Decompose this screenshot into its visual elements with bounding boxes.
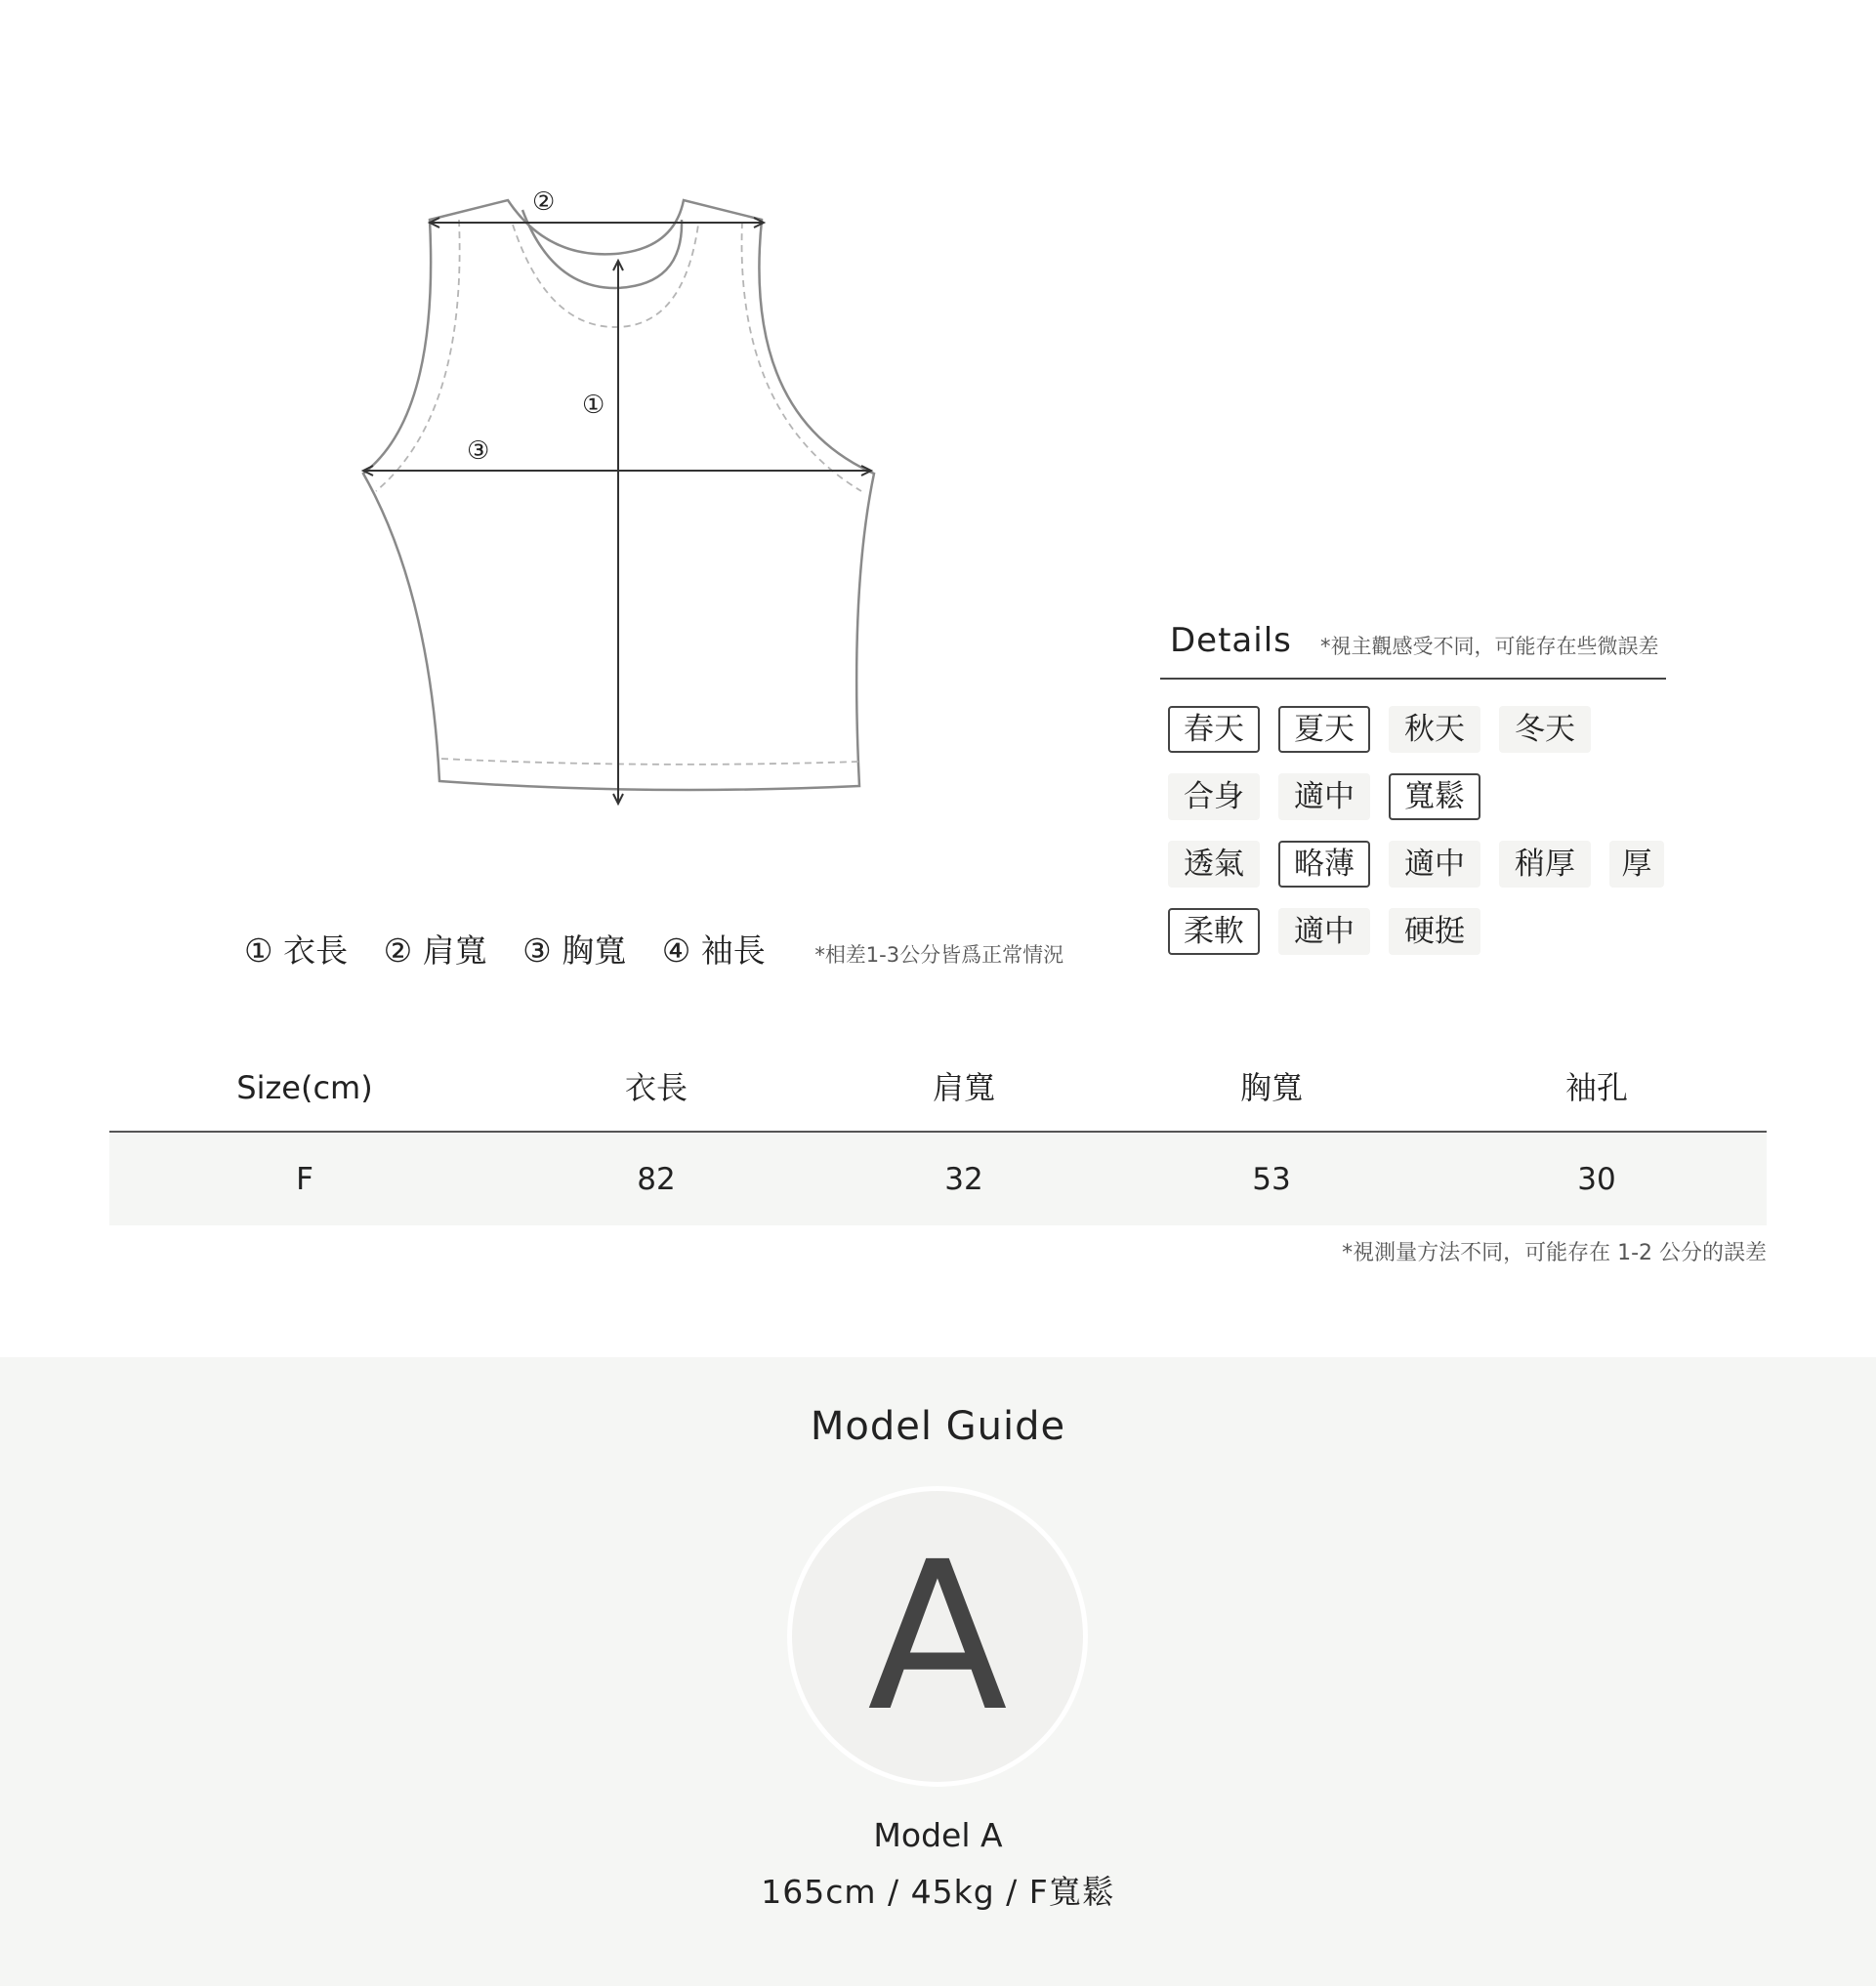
details-note: *視主觀感受不同，可能存在些微誤差 xyxy=(1320,635,1659,658)
legend-sleeve: ④ 袖長 xyxy=(661,931,766,970)
details-header xyxy=(1160,615,1666,680)
legend-shoulder: ② 肩寬 xyxy=(383,931,487,970)
details-panel xyxy=(1160,615,1666,949)
hem-stitch xyxy=(441,759,859,765)
marker-shoulder: ② xyxy=(532,187,556,217)
avatar: A xyxy=(787,1486,1088,1787)
tag-thin: 略薄 xyxy=(1278,841,1370,888)
measurement-legend xyxy=(244,926,1063,972)
tag-thick: 厚 xyxy=(1609,841,1664,888)
legend-note: *相差1-3公分皆爲正常情況 xyxy=(814,943,1064,967)
model-guide-section xyxy=(0,1357,1876,1986)
tag-loose: 寬鬆 xyxy=(1389,773,1480,820)
armhole-stitch-left xyxy=(376,220,460,491)
cell-armhole: 30 xyxy=(1577,1162,1616,1197)
header-size: Size(cm) xyxy=(236,1069,373,1106)
tag-texture-medium: 適中 xyxy=(1278,908,1370,955)
cell-length: 82 xyxy=(637,1162,676,1197)
cell-shoulder: 32 xyxy=(944,1162,983,1197)
tag-breathable: 透氣 xyxy=(1168,841,1260,888)
neckline-stitch xyxy=(513,225,698,327)
header-shoulder: 肩寬 xyxy=(932,1069,995,1106)
header-chest: 胸寬 xyxy=(1239,1069,1303,1106)
header-armhole: 袖孔 xyxy=(1564,1069,1628,1106)
legend-chest: ③ 胸寬 xyxy=(522,931,627,970)
tag-spring: 春天 xyxy=(1168,706,1260,753)
size-table-header xyxy=(109,1027,1767,1133)
header-length: 衣長 xyxy=(624,1069,688,1106)
cell-size: F xyxy=(296,1162,313,1197)
cell-chest: 53 xyxy=(1252,1162,1291,1197)
model-name: Model A xyxy=(873,1816,1003,1854)
tag-autumn: 秋天 xyxy=(1389,706,1480,753)
legend-length: ① 衣長 xyxy=(244,931,349,970)
marker-length: ① xyxy=(582,391,605,420)
details-title: Details xyxy=(1170,621,1292,660)
model-guide-title: Model Guide xyxy=(810,1404,1066,1449)
size-table xyxy=(109,1027,1767,1225)
tag-thickness-medium: 適中 xyxy=(1389,841,1480,888)
model-spec: 165cm / 45kg / F寬鬆 xyxy=(761,1873,1115,1911)
tag-winter: 冬天 xyxy=(1499,706,1591,753)
tag-slightly-thick: 稍厚 xyxy=(1499,841,1591,888)
garment-diagram xyxy=(352,181,898,815)
tag-fit-regular: 適中 xyxy=(1278,773,1370,820)
table-row xyxy=(109,1133,1767,1225)
tag-stiff: 硬挺 xyxy=(1389,908,1480,955)
marker-chest: ③ xyxy=(467,436,490,466)
tag-fitted: 合身 xyxy=(1168,773,1260,820)
table-note: *視測量方法不同，可能存在 1-2 公分的誤差 xyxy=(1342,1241,1767,1265)
tag-summer: 夏天 xyxy=(1278,706,1370,753)
tag-soft: 柔軟 xyxy=(1168,908,1260,955)
